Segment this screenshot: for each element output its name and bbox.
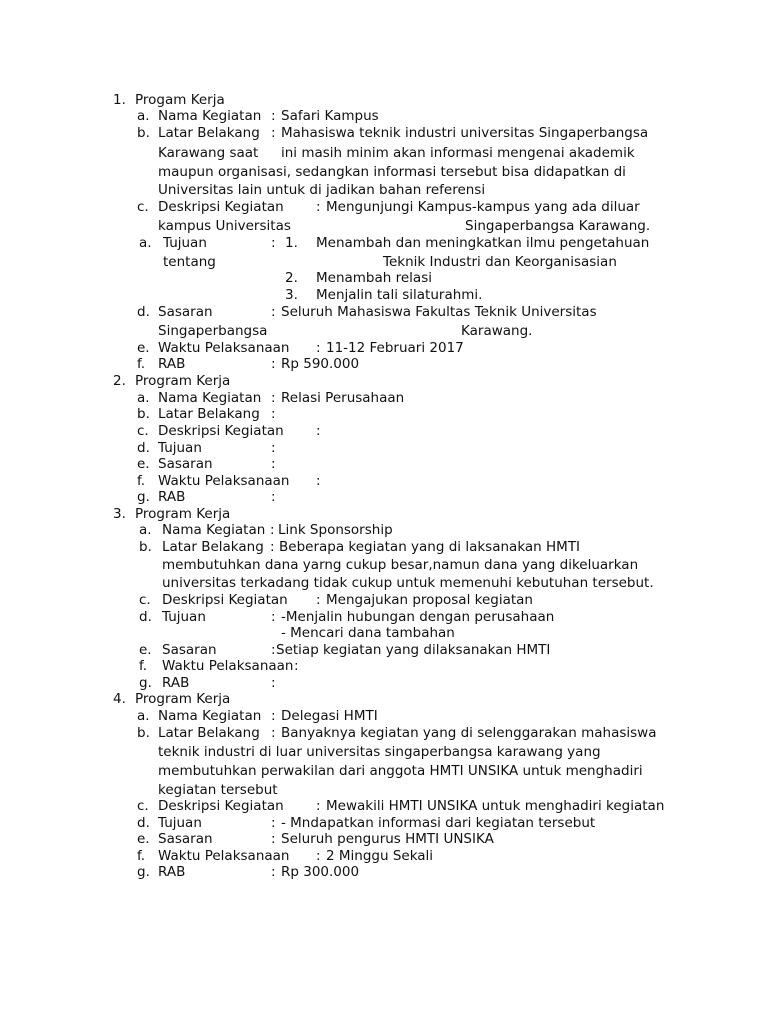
p2-f-sep: : <box>316 473 321 489</box>
p4-b-cont-2: membutuhkan perwakilan dari anggota HMTI UNSIKA untuk menghadiri <box>158 763 643 779</box>
p3-d-label: Tujuan <box>162 609 206 625</box>
p1-f-marker: f. <box>137 356 146 372</box>
p1-tujuan-cont-a: tentang <box>163 254 216 270</box>
p2-b-sep: : <box>271 406 276 422</box>
p2-e-sep: : <box>271 456 276 472</box>
p2-g-sep: : <box>271 489 276 505</box>
p4-d-value: - Mndapatkan informasi dari kegiatan tersebut <box>281 815 596 831</box>
p2-e-marker: e. <box>137 456 150 472</box>
p4-e-label: Sasaran <box>158 831 213 847</box>
p4-f-sep: : <box>316 848 321 864</box>
p2-g-marker: g. <box>137 489 150 505</box>
p2-a-marker: a. <box>137 390 150 406</box>
p1-b-cont-2: maupun organisasi, sedangkan informasi tersebut bisa didapatkan di <box>158 164 626 180</box>
p4-c-sep: : <box>316 798 321 814</box>
p4-b-cont-3: kegiatan tersebut <box>158 782 278 798</box>
p2-a-value: Relasi Perusahaan <box>281 390 405 406</box>
p3-b-value: Beberapa kegiatan yang di laksanakan HMTI <box>279 539 581 555</box>
p1-tujuan-n3: 3. <box>285 287 298 303</box>
p1-d-label: Sasaran <box>158 304 213 320</box>
p3-g-label: RAB <box>162 675 190 691</box>
p4-d-sep: : <box>271 815 276 831</box>
program-3-title: Program Kerja <box>135 506 231 522</box>
p3-a-value: Link Sponsorship <box>278 522 393 538</box>
p1-tujuan-v2: Menambah relasi <box>316 270 432 286</box>
p1-tujuan-sep: : <box>271 235 276 251</box>
p1-b-cont-1b: ini masih minim akan informasi mengenai akademik <box>281 145 635 161</box>
p2-b-marker: b. <box>137 406 150 422</box>
p3-f-label: Waktu Pelaksanaan <box>162 658 294 674</box>
p3-b-marker: b. <box>139 539 152 555</box>
p4-e-sep: : <box>271 831 276 847</box>
p4-g-marker: g. <box>137 864 150 880</box>
p2-c-sep: : <box>316 423 321 439</box>
p3-c-marker: c. <box>139 592 151 608</box>
program-4-title: Program Kerja <box>135 691 231 707</box>
p3-a-sep: : <box>270 522 275 538</box>
p2-a-label: Nama Kegiatan <box>158 390 262 406</box>
p4-g-value: Rp 300.000 <box>281 864 360 880</box>
p4-b-cont-1: teknik industri di luar universitas singaperbangsa karawang yang <box>158 744 601 760</box>
p3-b-cont-1: membutuhkan dana yarng cukup besar,namun dana yang dikeluarkan <box>162 557 639 573</box>
p1-b-cont-3: Universitas lain untuk di jadikan bahan referensi <box>158 182 486 198</box>
p1-e-marker: e. <box>137 340 150 356</box>
p3-c-label: Deskripsi Kegiatan <box>162 592 288 608</box>
p4-d-marker: d. <box>137 815 150 831</box>
p3-b-cont-2: universitas terkadang tidak cukup untuk memenuhi kebutuhan tersebut. <box>162 575 654 591</box>
p4-a-value: Delegasi HMTI <box>281 708 378 724</box>
p1-f-value: Rp 590.000 <box>281 356 360 372</box>
p3-b-sep: : <box>270 539 275 555</box>
p3-d-cont-1: - Mencari dana tambahan <box>281 625 455 641</box>
p1-c-sep: : <box>316 199 321 215</box>
p1-b-marker: b. <box>137 125 150 141</box>
p3-d-sep: : <box>271 609 276 625</box>
p2-b-label: Latar Belakang <box>158 406 260 422</box>
p1-tujuan-v1: Menambah dan meningkatkan ilmu pengetahuan <box>316 235 650 251</box>
p1-b-label: Latar Belakang <box>158 125 260 141</box>
p1-c-marker: c. <box>137 199 149 215</box>
program-4-number: 4. <box>113 691 126 707</box>
p2-f-marker: f. <box>137 473 146 489</box>
p2-c-marker: c. <box>137 423 149 439</box>
p1-b-value: Mahasiswa teknik industri universitas Singaperbangsa <box>281 125 649 141</box>
p1-a-label: Nama Kegiatan <box>158 108 262 124</box>
p4-a-marker: a. <box>137 708 150 724</box>
p4-f-label: Waktu Pelaksanaan <box>158 848 290 864</box>
p1-d-sep: : <box>271 304 276 320</box>
p4-g-sep: : <box>271 864 276 880</box>
p4-b-marker: b. <box>137 725 150 741</box>
p1-d-value: Seluruh Mahasiswa Fakultas Teknik Universitas <box>281 304 597 320</box>
p4-g-label: RAB <box>158 864 186 880</box>
p3-a-marker: a. <box>139 522 152 538</box>
p1-c-label: Deskripsi Kegiatan <box>158 199 284 215</box>
p1-f-sep: : <box>271 356 276 372</box>
p3-e-value: Setiap kegiatan yang dilaksanakan HMTI <box>276 642 551 658</box>
program-3-number: 3. <box>113 506 126 522</box>
p1-a-marker: a. <box>137 108 150 124</box>
p1-a-value: Safari Kampus <box>281 108 379 124</box>
p3-e-sep: : <box>271 642 276 658</box>
p3-c-value: Mengajukan proposal kegiatan <box>326 592 533 608</box>
p1-e-value: 11-12 Februari 2017 <box>326 340 464 356</box>
p2-d-label: Tujuan <box>158 440 202 456</box>
p2-e-label: Sasaran <box>158 456 213 472</box>
p1-tujuan-n2: 2. <box>285 270 298 286</box>
p1-f-label: RAB <box>158 356 186 372</box>
p4-b-label: Latar Belakang <box>158 725 260 741</box>
p1-b-sep: : <box>271 125 276 141</box>
p1-a-sep: : <box>271 108 276 124</box>
p1-b-cont-1a: Karawang saat <box>158 145 259 161</box>
p4-b-value: Banyaknya kegiatan yang di selenggarakan mahasiswa <box>281 725 657 741</box>
p3-b-label: Latar Belakang <box>162 539 264 555</box>
p2-a-sep: : <box>271 390 276 406</box>
program-1-number: 1. <box>113 92 126 108</box>
p3-g-marker: g. <box>139 675 152 691</box>
p1-c-value: Mengunjungi Kampus-kampus yang ada diluar <box>326 199 640 215</box>
p1-tujuan-n1: 1. <box>285 235 298 251</box>
p1-tujuan-marker: a. <box>139 235 152 251</box>
program-1-title: Progam Kerja <box>135 92 225 108</box>
p3-d-value: -Menjalin hubungan dengan perusahaan <box>281 609 555 625</box>
p4-e-marker: e. <box>137 831 150 847</box>
p4-d-label: Tujuan <box>158 815 202 831</box>
p4-b-sep: : <box>271 725 276 741</box>
p4-f-marker: f. <box>137 848 146 864</box>
p3-d-marker: d. <box>139 609 152 625</box>
p3-e-marker: e. <box>139 642 152 658</box>
p1-tujuan-label: Tujuan <box>163 235 207 251</box>
p2-f-label: Waktu Pelaksanaan <box>158 473 290 489</box>
p4-c-label: Deskripsi Kegiatan <box>158 798 284 814</box>
p4-e-value: Seluruh pengurus HMTI UNSIKA <box>281 831 494 847</box>
p4-a-label: Nama Kegiatan <box>158 708 262 724</box>
p4-f-value: 2 Minggu Sekali <box>326 848 434 864</box>
p3-c-sep: : <box>316 592 321 608</box>
p1-d-marker: d. <box>137 304 150 320</box>
p2-d-sep: : <box>271 440 276 456</box>
p1-e-sep: : <box>316 340 321 356</box>
program-2-title: Program Kerja <box>135 373 231 389</box>
p3-g-sep: : <box>271 675 276 691</box>
p1-tujuan-cont-b: Teknik Industri dan Keorganisasian <box>383 254 617 270</box>
p1-d-cont-a: Singaperbangsa <box>158 323 268 339</box>
p4-c-marker: c. <box>137 798 149 814</box>
p2-g-label: RAB <box>158 489 186 505</box>
p4-a-sep: : <box>271 708 276 724</box>
p3-f-marker: f. <box>139 658 148 674</box>
p3-e-label: Sasaran <box>162 642 217 658</box>
p1-c-cont-1b: Singaperbangsa Karawang. <box>465 218 651 234</box>
p2-d-marker: d. <box>137 440 150 456</box>
p3-f-sep: : <box>294 658 299 674</box>
p1-c-cont-1a: kampus Universitas <box>158 218 291 234</box>
p4-c-value: Mewakili HMTI UNSIKA untuk menghadiri kegiatan <box>326 798 665 814</box>
p1-e-label: Waktu Pelaksanaan <box>158 340 290 356</box>
p2-c-label: Deskripsi Kegiatan <box>158 423 284 439</box>
p1-d-cont-b: Karawang. <box>461 323 533 339</box>
p1-tujuan-v3: Menjalin tali silaturahmi. <box>316 287 483 303</box>
p3-a-label: Nama Kegiatan <box>162 522 266 538</box>
program-2-number: 2. <box>113 373 126 389</box>
